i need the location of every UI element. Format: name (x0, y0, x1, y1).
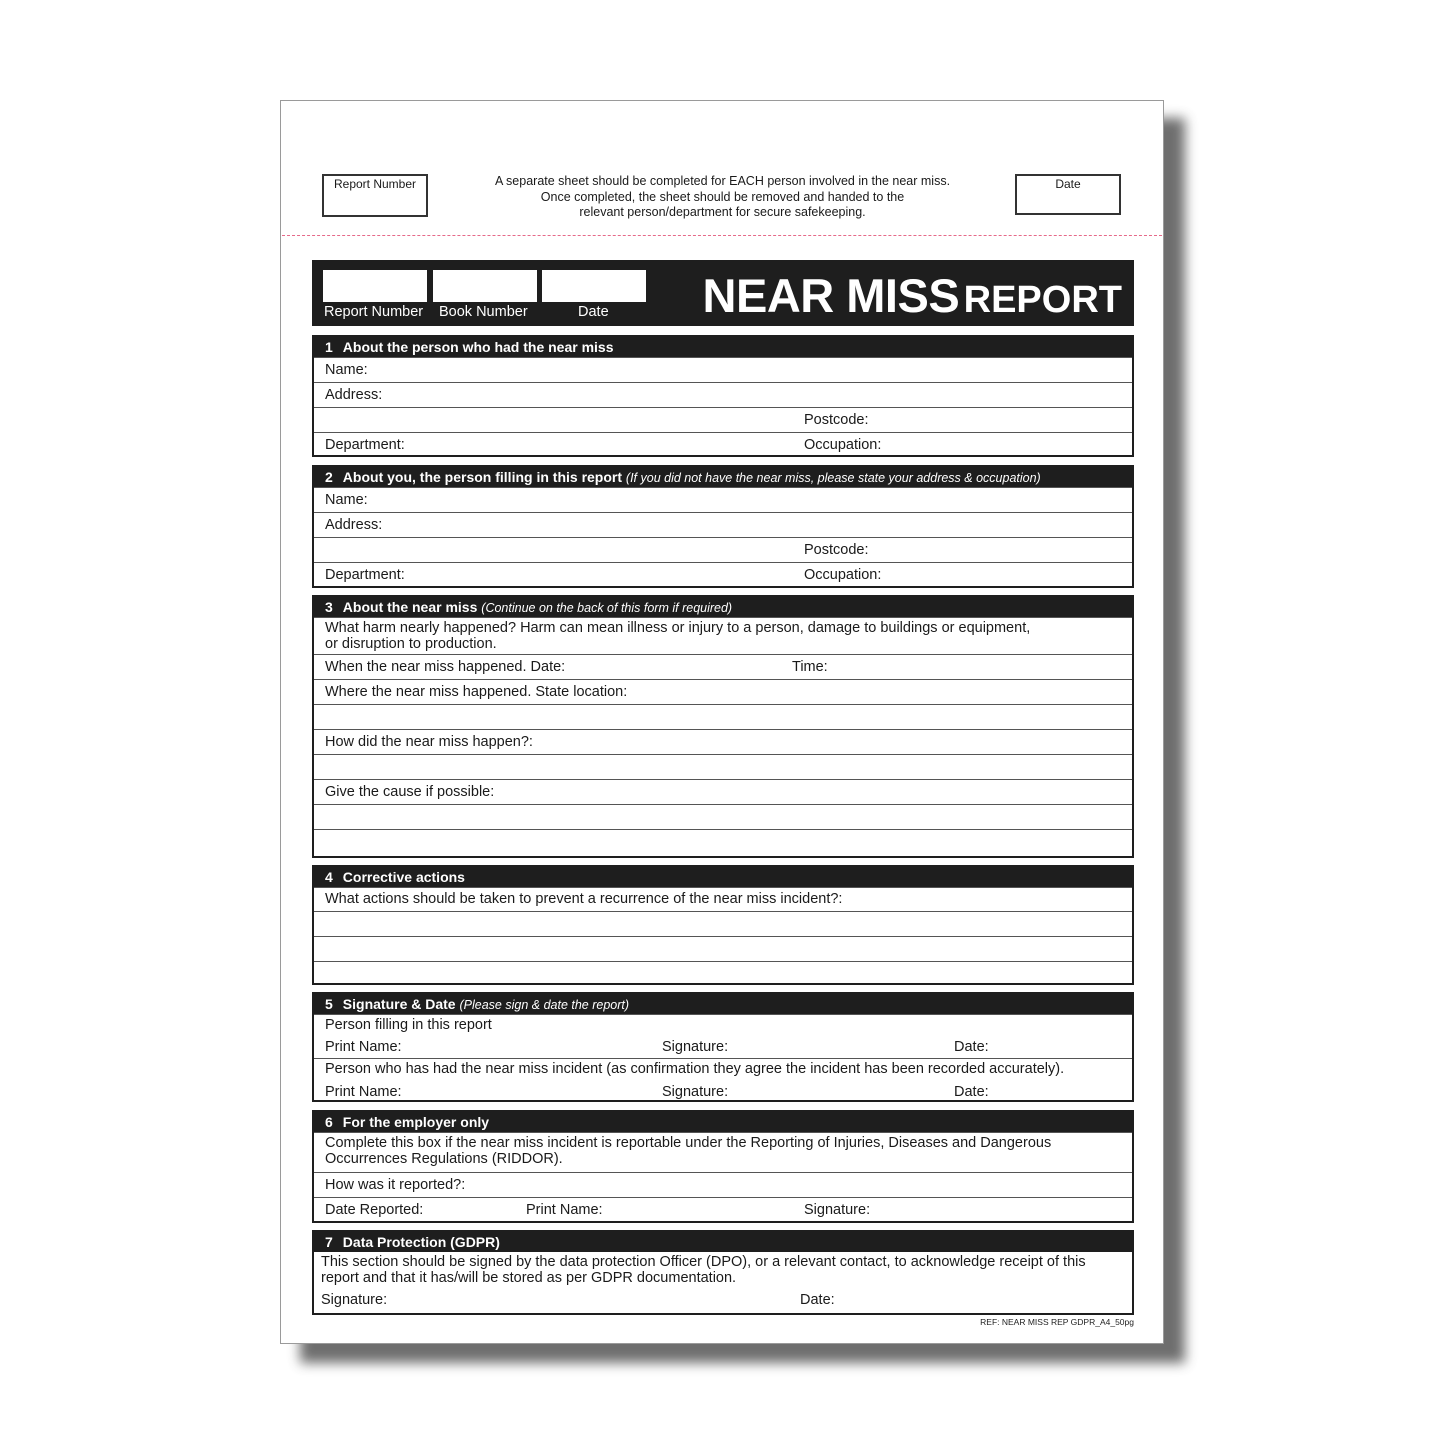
date-label: Date: (954, 1084, 989, 1100)
section-note: (If you did not have the near miss, please state your address & occupation) (625, 471, 1041, 485)
when-row[interactable] (314, 654, 1132, 679)
section-number: 7 (325, 1234, 333, 1250)
section-number: 3 (325, 599, 333, 615)
where-row[interactable] (314, 679, 1132, 704)
report-banner (312, 260, 1134, 326)
harm-row[interactable] (314, 617, 1132, 654)
name-row[interactable] (314, 487, 1132, 512)
signature-label: Signature: (662, 1039, 729, 1055)
name-label: Name: (325, 362, 368, 378)
name-label: Name: (325, 492, 368, 508)
section-header (314, 1232, 1132, 1252)
how-reported-label: How was it reported?: (325, 1177, 466, 1193)
date-reported-label: Date Reported: (325, 1202, 424, 1218)
cause-row[interactable] (314, 779, 1132, 804)
where-blank-row[interactable] (314, 704, 1132, 729)
section-header (314, 1112, 1132, 1132)
time-label: Time: (792, 659, 828, 675)
section-header (314, 337, 1132, 357)
gdpr-row[interactable] (314, 1252, 1132, 1313)
address-row[interactable] (314, 382, 1132, 407)
date-field[interactable] (542, 270, 646, 302)
department-row[interactable] (314, 562, 1132, 586)
how-label: How did the near miss happen?: (325, 734, 533, 750)
print-name-label: Print Name: (325, 1039, 402, 1055)
section-number: 2 (325, 469, 333, 485)
section-1 (312, 335, 1134, 457)
section-title: Data Protection (GDPR) (342, 1234, 500, 1250)
section-7 (312, 1230, 1134, 1315)
occupation-label: Occupation: (804, 437, 882, 453)
print-name-label: Print Name: (526, 1202, 603, 1218)
address-label: Address: (325, 387, 383, 403)
section-3 (312, 595, 1134, 858)
perforation-line (282, 235, 1162, 236)
signature-label: Signature: (804, 1202, 871, 1218)
book-number-label: Book Number (439, 304, 528, 320)
when-date-label: When the near miss happened. Date: (325, 659, 566, 675)
stub-instructions (460, 174, 985, 221)
riddor-row (314, 1132, 1132, 1172)
report-number-label: Report Number (324, 304, 424, 320)
filler-signature-row[interactable] (314, 1014, 1132, 1058)
date-label: Date (578, 304, 609, 320)
riddor-text-line: Complete this box if the near miss incident is reportable under the Reporting of Injuries, Diseases and Dangerous (325, 1135, 1052, 1151)
section-title: About the near miss (342, 599, 478, 615)
department-label: Department: (325, 567, 405, 583)
harm-label-line: or disruption to production. (325, 636, 497, 652)
section-header (314, 867, 1132, 887)
section-title: For the employer only (342, 1114, 490, 1130)
section-4 (312, 865, 1134, 985)
section-number: 4 (325, 869, 333, 885)
stub-date-label: Date (1055, 177, 1081, 191)
reference-code: REF: NEAR MISS REP GDPR_A4_50pg (980, 1317, 1134, 1327)
department-label: Department: (325, 437, 405, 453)
section-note: (Continue on the back of this form if required) (481, 601, 733, 615)
signature-label: Signature: (321, 1292, 388, 1308)
section-title: About you, the person filling in this report (342, 469, 623, 485)
gdpr-text-line: This section should be signed by the data protection Officer (DPO), or a relevant contact, to acknowledge receipt of this (321, 1254, 1086, 1270)
postcode-label: Postcode: (804, 542, 869, 558)
gdpr-text (321, 1254, 1086, 1286)
section-5 (312, 992, 1134, 1102)
how-row[interactable] (314, 729, 1132, 754)
section-2 (312, 465, 1134, 588)
section-title: About the person who had the near miss (342, 339, 614, 355)
section-number: 5 (325, 996, 333, 1012)
page-title (703, 268, 1122, 323)
print-name-label: Print Name: (325, 1084, 402, 1100)
signature-label: Signature: (662, 1084, 729, 1100)
employer-signoff-row[interactable] (314, 1197, 1132, 1221)
date-label: Date: (800, 1292, 835, 1308)
postcode-row[interactable] (314, 407, 1132, 432)
section-header (314, 467, 1132, 487)
section-6 (312, 1110, 1134, 1223)
person-filling-label: Person filling in this report (325, 1017, 492, 1033)
actions-blank-row[interactable] (314, 961, 1132, 985)
title-rest: REPORT (963, 279, 1122, 321)
postcode-label: Postcode: (804, 412, 869, 428)
section-title: Corrective actions (342, 869, 465, 885)
section-note: (Please sign & date the report) (459, 998, 630, 1012)
gdpr-text-line: report and that it has/will be stored as per GDPR documentation. (321, 1270, 737, 1286)
stub-note-line: relevant person/department for secure safekeeping. (579, 205, 866, 219)
actions-blank-row[interactable] (314, 911, 1132, 936)
stub-report-number-box[interactable] (322, 174, 428, 217)
stub-report-number-label: Report Number (333, 177, 417, 191)
where-label: Where the near miss happened. State location: (325, 684, 628, 700)
stub-note-line: A separate sheet should be completed for EACH person involved in the near miss. (494, 174, 951, 188)
address-row[interactable] (314, 512, 1132, 537)
stub-date-box[interactable] (1015, 174, 1121, 215)
name-row[interactable] (314, 357, 1132, 382)
section-number: 6 (325, 1114, 333, 1130)
cause-blank-row[interactable] (314, 829, 1132, 854)
address-label: Address: (325, 517, 383, 533)
incident-person-signature-row[interactable] (314, 1058, 1132, 1102)
harm-label-line: What harm nearly happened? Harm can mean illness or injury to a person, damage to buildings or equipment, (325, 620, 1031, 636)
cause-label: Give the cause if possible: (325, 784, 495, 800)
cause-blank-row[interactable] (314, 804, 1132, 829)
section-title: Signature & Date (342, 996, 456, 1012)
title-bold: NEAR MISS (702, 269, 960, 322)
how-blank-row[interactable] (314, 754, 1132, 779)
person-had-label: Person who has had the near miss incident (as confirmation they agree the incident has been recorded accurately). (325, 1061, 1065, 1077)
report-number-field[interactable] (323, 270, 427, 302)
section-number: 1 (325, 339, 333, 355)
actions-blank-row[interactable] (314, 936, 1132, 961)
occupation-label: Occupation: (804, 567, 882, 583)
book-number-field[interactable] (433, 270, 537, 302)
department-row[interactable] (314, 432, 1132, 456)
actions-row[interactable] (314, 887, 1132, 911)
actions-label: What actions should be taken to prevent a recurrence of the near miss incident?: (325, 891, 843, 907)
riddor-text-line: Occurrences Regulations (RIDDOR). (325, 1151, 563, 1167)
date-label: Date: (954, 1039, 989, 1055)
postcode-row[interactable] (314, 537, 1132, 562)
stub-note-line: Once completed, the sheet should be removed and handed to the (540, 189, 905, 204)
how-reported-row[interactable] (314, 1172, 1132, 1197)
section-header (314, 994, 1132, 1014)
section-header (314, 597, 1132, 617)
